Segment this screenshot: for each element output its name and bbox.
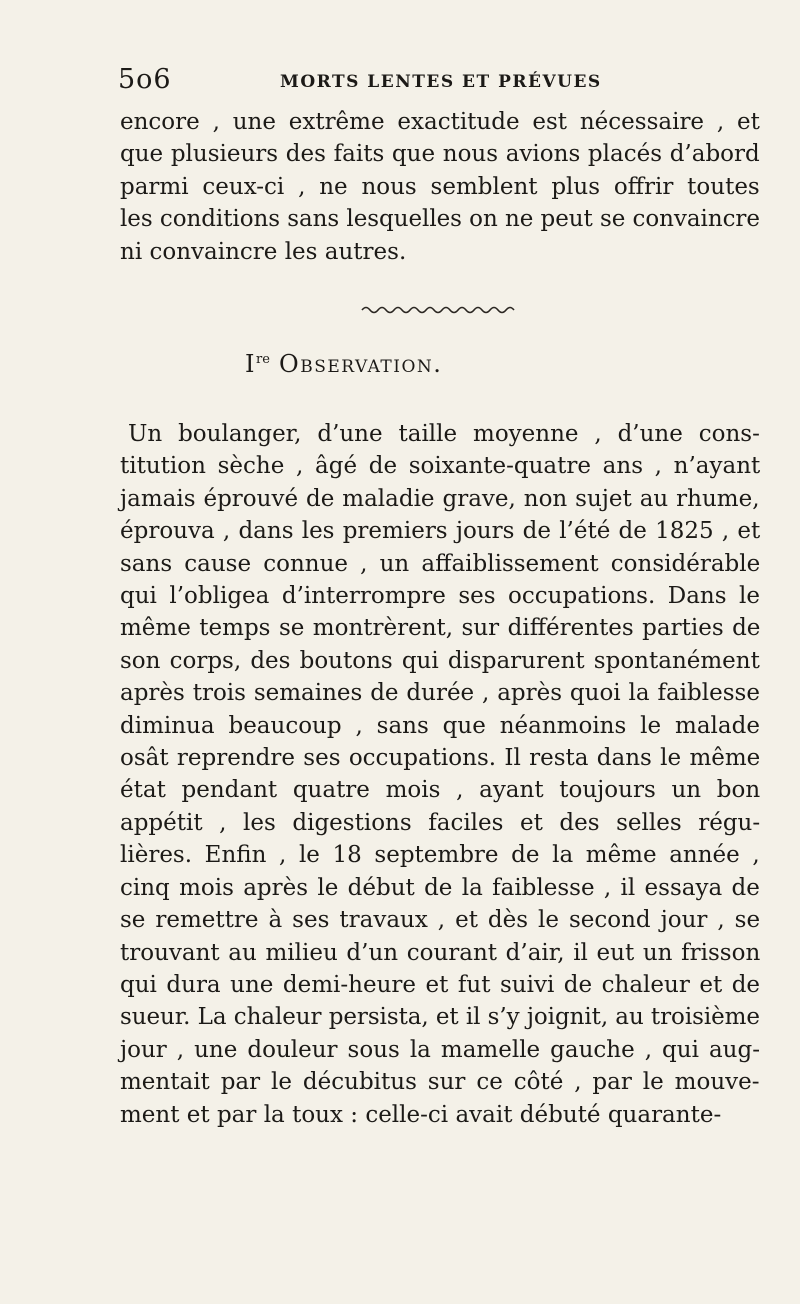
text-line: même temps se montrèrent, sur différentes parties de <box>120 615 761 642</box>
text-line: après trois semaines de durée , après quoi la faiblesse <box>120 680 760 707</box>
text-line: osât reprendre ses occupations. Il resta dans le même <box>120 745 761 772</box>
wavy-rule-ornament <box>360 305 520 315</box>
text-line: éprouva , dans les premiers jours de l’été de 1825 , et <box>120 518 761 545</box>
text-line: ment et par la toux : celle-ci avait débuté quarante- <box>120 1101 722 1128</box>
text-line: appétit , les digestions faciles et des selles régu- <box>120 809 761 836</box>
text-line: sueur. La chaleur persista, et il s’y joignit, au troisième <box>120 1004 760 1031</box>
page-header <box>110 64 670 104</box>
section-heading <box>245 350 442 378</box>
text-line: trouvant au milieu d’un courant d’air, il eut un frisson <box>120 939 761 966</box>
text-line: diminua beaucoup , sans que néanmoins le malade <box>120 712 760 739</box>
text-line: état pendant quatre mois , ayant toujours un bon <box>120 777 761 804</box>
text-line: sans cause connue , un affaiblissement considérable <box>120 550 761 577</box>
text-line: ni convaincre les autres. <box>120 238 407 265</box>
text-line: qui dura une demi-heure et fut suivi de chaleur et de <box>120 971 761 998</box>
text-line: parmi ceux-ci , ne nous semblent plus offrir toutes <box>120 173 760 200</box>
text-line: titution sèche , âgé de soixante-quatre ans , n’ayant <box>120 453 761 480</box>
text-line: lières. Enfin , le 18 septembre de la même année , <box>120 842 760 869</box>
paragraph-intro <box>120 106 760 268</box>
text-line: jamais éprouvé de maladie grave, non sujet au rhume, <box>120 485 760 512</box>
text-line: son corps, des boutons qui disparurent spontanément <box>120 647 760 674</box>
text-line: cinq mois après le début de la faiblesse , il essaya de <box>120 874 760 901</box>
text-line: les conditions sans lesquelles on ne peut se convaincre <box>120 206 760 233</box>
text-line: jour , une douleur sous la mamelle gauche , qui aug- <box>120 1036 760 1063</box>
text-line: se remettre à ses travaux , et dès le second jour , se <box>120 907 761 934</box>
running-title: MORTS LENTES ET PRÉVUES <box>280 72 602 92</box>
page-number: 5o6 <box>118 64 172 95</box>
section-number-suffix: re <box>255 352 270 367</box>
paragraph-observation <box>120 418 760 1131</box>
text-line: Un boulanger, d’une taille moyenne , d’une cons- <box>128 421 760 447</box>
text-line: encore , une extrême exactitude est nécessaire , et <box>120 109 760 135</box>
section-title: Observation. <box>279 350 443 378</box>
text-line: qui l’obligea d’interrompre ses occupations. Dans le <box>120 583 760 610</box>
section-number: I <box>245 350 256 378</box>
text-line: que plusieurs des faits que nous avions placés d’abord <box>120 141 760 168</box>
text-line: mentait par le décubitus sur ce côté , par le mouve- <box>120 1069 760 1096</box>
